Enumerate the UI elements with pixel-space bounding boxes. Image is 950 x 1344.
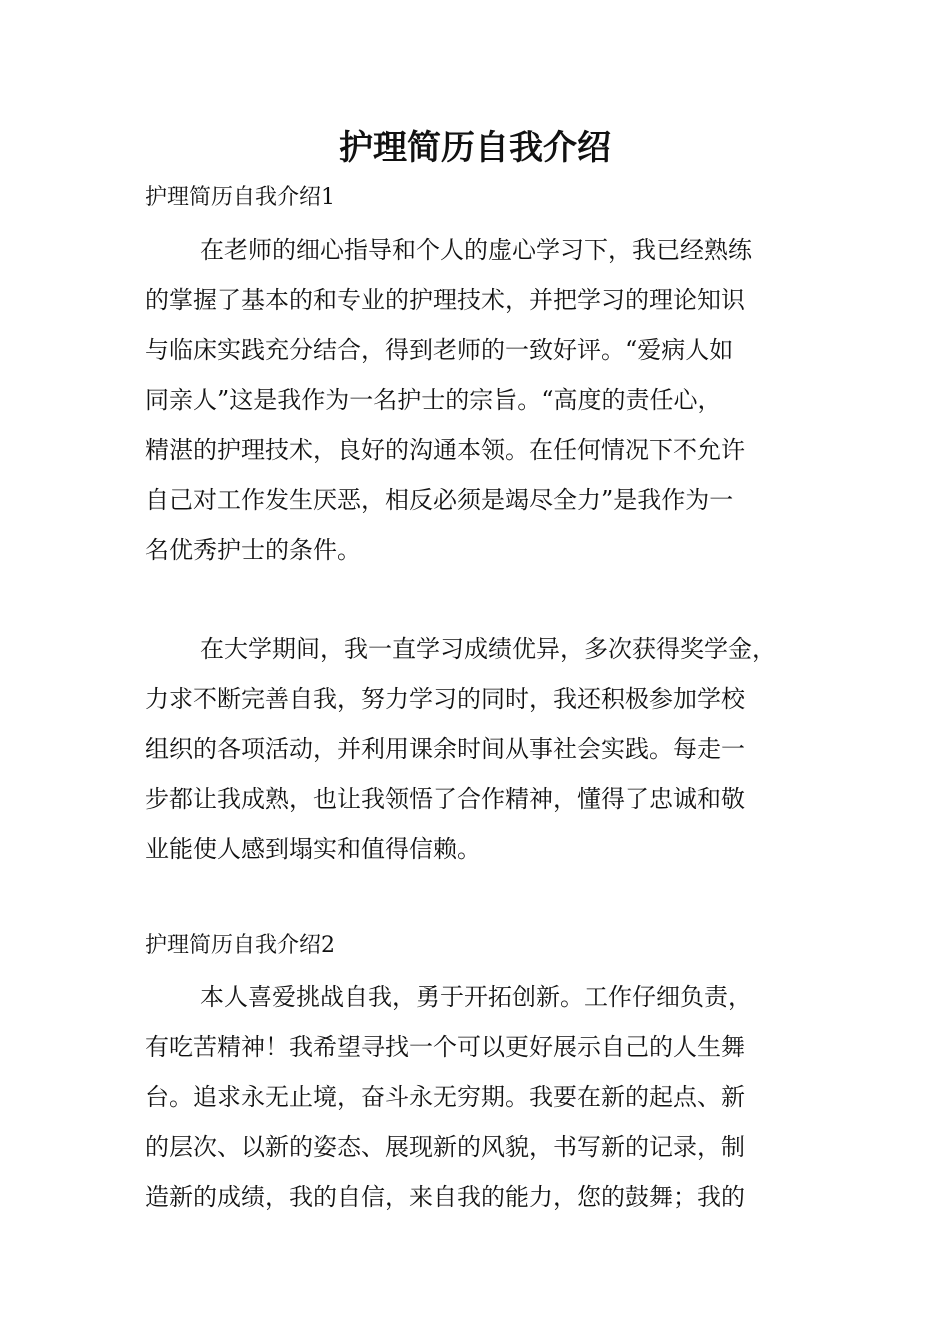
paragraph-line: 同亲人”这是我作为一名护士的宗旨。“高度的责任心， — [145, 386, 722, 414]
paragraph-line: 与临床实践充分结合，得到老师的一致好评。“爱病人如 — [145, 336, 734, 364]
paragraph-line: 在大学期间，我一直学习成绩优异，多次获得奖学金， — [200, 635, 776, 663]
paragraph-line: 名优秀护士的条件。 — [145, 536, 361, 564]
paragraph-line: 的掌握了基本的和专业的护理技术，并把学习的理论知识 — [145, 286, 745, 314]
paragraph-line: 的层次、以新的姿态、展现新的风貌，书写新的记录，制 — [145, 1133, 745, 1161]
paragraph-line: 力求不断完善自我，努力学习的同时，我还积极参加学校 — [145, 685, 745, 713]
document-title: 护理简历自我介绍 — [339, 128, 611, 168]
paragraph-line: 精湛的护理技术，良好的沟通本领。在任何情况下不允许 — [145, 436, 745, 464]
section-2-heading: 护理简历自我介绍2 — [145, 933, 335, 958]
paragraph-line: 本人喜爱挑战自我，勇于开拓创新。工作仔细负责， — [200, 983, 752, 1011]
paragraph-line: 在老师的细心指导和个人的虚心学习下，我已经熟练 — [200, 236, 752, 264]
paragraph-line: 有吃苦精神！我希望寻找一个可以更好展示自己的人生舞 — [145, 1033, 745, 1061]
paragraph-line: 业能使人感到塌实和值得信赖。 — [145, 835, 481, 863]
paragraph-line: 步都让我成熟，也让我领悟了合作精神，懂得了忠诚和敬 — [145, 785, 745, 813]
paragraph-line: 自己对工作发生厌恶，相反必须是竭尽全力”是我作为一 — [145, 486, 734, 514]
section-1-heading: 护理简历自我介绍1 — [145, 185, 335, 210]
paragraph-line: 组织的各项活动，并利用课余时间从事社会实践。每走一 — [145, 735, 745, 763]
paragraph-line: 造新的成绩，我的自信，来自我的能力，您的鼓舞；我的 — [145, 1183, 745, 1211]
paragraph-line: 台。追求永无止境，奋斗永无穷期。我要在新的起点、新 — [145, 1083, 745, 1111]
